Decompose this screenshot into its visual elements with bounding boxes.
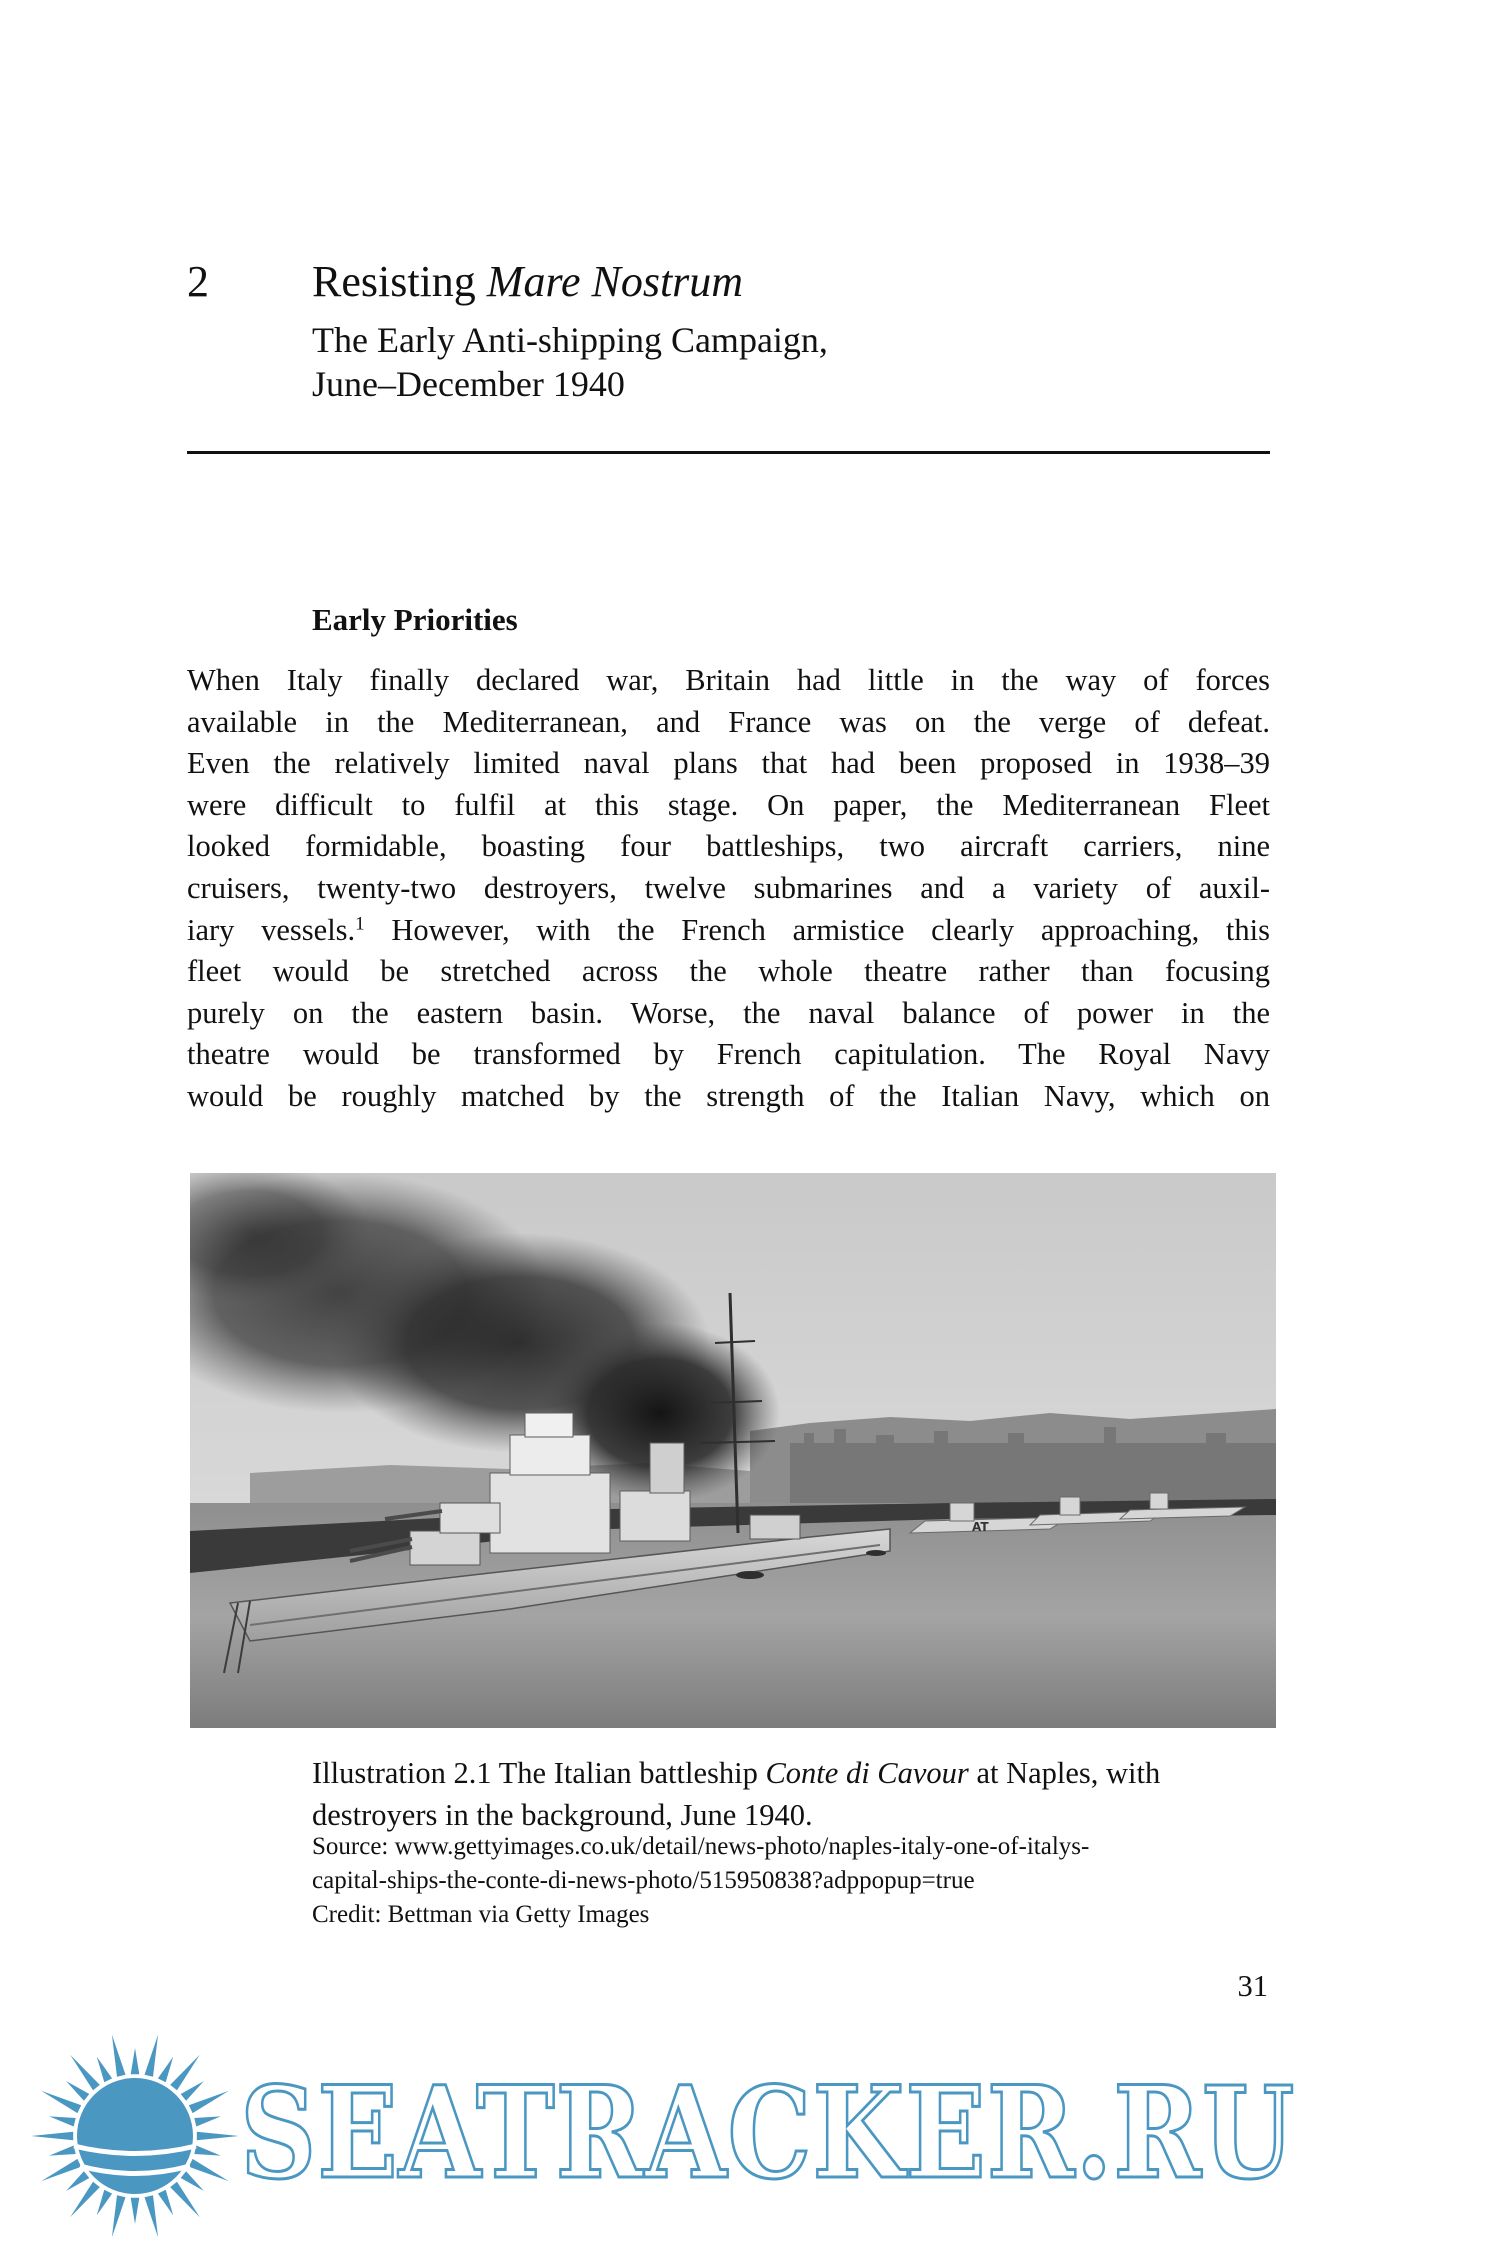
destroyer	[1060, 1497, 1080, 1515]
chapter-title	[312, 252, 743, 312]
destroyer	[1150, 1493, 1168, 1509]
small-boat	[866, 1550, 886, 1556]
body-paragraph	[187, 660, 1270, 1118]
sun-ray	[170, 2182, 200, 2218]
bridge-top	[525, 1413, 573, 1437]
destroyer	[950, 1503, 974, 1521]
hull-marking: AT	[972, 1520, 989, 1534]
sun-ray	[97, 2057, 112, 2083]
sun-ray	[41, 2159, 81, 2181]
text-line: theatre would be transformed by French capitulation. The Royal Navy	[187, 1037, 1270, 1072]
sun-ray	[181, 2081, 204, 2101]
figure-caption	[312, 1752, 1272, 1836]
gun-turret	[440, 1503, 500, 1533]
text-line: fleet would be stretched across the whole theatre rather than focusing	[187, 954, 1270, 989]
sun-ray	[181, 2171, 204, 2191]
chapter-subtitle-line: The Early Anti-shipping Campaign,	[312, 320, 828, 360]
caption-line: destroyers in the background, June 1940.	[312, 1798, 813, 1832]
sun-ray	[194, 2146, 221, 2156]
sun-ray	[158, 2190, 173, 2216]
watermark-text: SEATRACKER.RU	[240, 2059, 1296, 2207]
battleship-photo	[190, 1173, 1276, 1728]
gun-turret	[410, 1531, 480, 1565]
sun-ray	[131, 2198, 140, 2224]
text-line: When Italy finally declared war, Britain had little in the way of forces	[187, 663, 1270, 697]
sun-ray	[170, 2055, 200, 2091]
sun-disc	[77, 2078, 193, 2194]
ship-name: Conte di Cavour	[765, 1756, 969, 1790]
source-line[interactable]: capital-ships-the-conte-di-news-photo/515950838?adppopup=true	[312, 1867, 975, 1894]
caption-text: The Italian battleship	[491, 1756, 766, 1790]
text-line: cruisers, twenty-two destroyers, twelve submarines and a variety of auxil-	[187, 870, 1270, 905]
sun-ray	[158, 2057, 173, 2083]
bridge	[510, 1435, 590, 1475]
text-fragment: However, with the French armistice clearly approaching, this	[364, 912, 1270, 947]
gun-turret	[750, 1515, 800, 1539]
sun-ray	[66, 2171, 89, 2191]
sun-ray	[194, 2116, 221, 2126]
chapter-subtitle-line: June–December 1940	[312, 364, 625, 404]
footnote-marker[interactable]: 1	[355, 913, 365, 935]
source-line[interactable]: Source: www.gettyimages.co.uk/detail/news-photo/naples-italy-one-of-italys-	[312, 1833, 1090, 1860]
sun-ray	[112, 2195, 126, 2236]
sun-ray	[145, 2195, 159, 2236]
sun-ray	[131, 2048, 140, 2074]
sun-ray	[197, 2132, 239, 2141]
sun-ray	[49, 2146, 75, 2156]
sun-ray	[97, 2190, 112, 2216]
sun-ray	[145, 2035, 159, 2077]
source-block	[312, 1830, 1272, 1932]
small-boat	[736, 1571, 764, 1579]
text-line: looked formidable, boasting four battleships, two aircraft carriers, nine	[187, 829, 1270, 864]
caption-label: Illustration 2.1	[312, 1756, 492, 1790]
sun-logo-icon	[30, 2026, 240, 2236]
text-line: available in the Mediterranean, and France was on the verge of defeat.	[187, 704, 1270, 739]
chapter-subtitle	[312, 318, 1012, 406]
text-fragment: iary vessels.	[187, 912, 356, 947]
chapter-rule	[187, 451, 1270, 454]
sun-ray	[41, 2091, 81, 2113]
sun-ray	[189, 2159, 229, 2181]
text-line: would be roughly matched by the strength of the Italian Navy, which on	[187, 1078, 1270, 1113]
sun-ray	[66, 2081, 89, 2101]
text-line	[187, 910, 1270, 952]
text-line: Even the relatively limited naval plans that had been proposed in 1938–39	[187, 746, 1270, 781]
credit-line: Credit: Bettman via Getty Images	[312, 1901, 650, 1928]
caption-text: at Naples, with	[968, 1756, 1161, 1790]
sun-ray	[70, 2055, 100, 2091]
text-line: were difficult to fulfil at this stage. On paper, the Mediterranean Fleet	[187, 787, 1270, 822]
sun-ray	[70, 2182, 100, 2218]
superstructure	[490, 1473, 610, 1553]
chapter-title-italic: Mare Nostrum	[486, 257, 744, 306]
chapter-title-plain: Resisting	[312, 257, 487, 306]
funnel	[650, 1443, 684, 1493]
battleship-photo-svg	[190, 1173, 1276, 1728]
sun-ray	[189, 2091, 229, 2113]
text-line: purely on the eastern basin. Worse, the naval balance of power in the	[187, 995, 1270, 1030]
caption-line	[312, 1752, 1272, 1794]
chapter-number: 2	[187, 257, 209, 306]
sun-ray	[49, 2116, 75, 2126]
funnel-deck	[620, 1491, 690, 1541]
sun-ray	[31, 2132, 73, 2141]
page-number: 31	[1237, 1969, 1268, 2003]
sun-ray	[112, 2035, 126, 2077]
section-heading: Early Priorities	[312, 602, 518, 637]
